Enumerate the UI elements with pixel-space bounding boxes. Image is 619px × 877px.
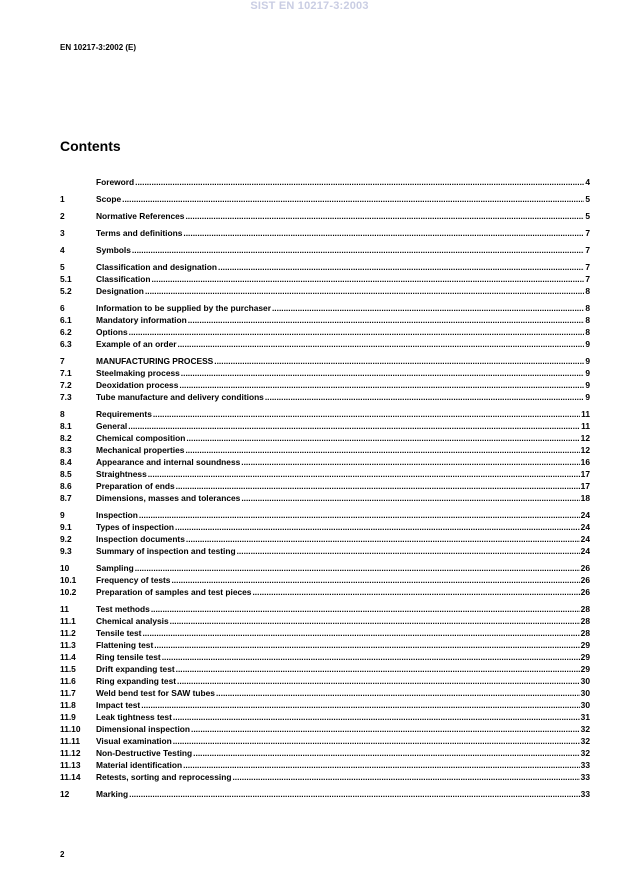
toc-entry-number: 9.3 [60,546,72,556]
toc-entry-page: 8 [585,315,590,325]
toc-entry-number: 7.2 [60,380,72,390]
toc-entry-label: Normative References [96,211,185,221]
toc-entry-label: Steelmaking process [96,368,180,378]
toc-entry-number: 8.3 [60,445,72,455]
toc-entry-page: 28 [580,604,590,614]
toc-dot-leader [265,391,584,403]
toc-entry-label: MANUFACTURING PROCESS [96,356,214,366]
toc-dot-leader [135,562,580,574]
toc-entry-label: Scope [96,194,122,204]
toc-entry-page: 24 [580,534,590,544]
toc-entry-number: 7.3 [60,392,72,402]
toc-dot-leader [186,432,579,444]
toc-entry-number: 11.5 [60,664,76,674]
toc-entry-number: 8 [60,409,65,419]
toc-entry-page: 29 [580,640,590,650]
toc-entry-label: Summary of inspection and testing [96,546,236,556]
toc-entry-number: 10.1 [60,575,77,585]
toc-dot-leader [185,210,584,222]
toc-entry-number: 11.10 [60,724,81,734]
toc-dot-leader [141,699,579,711]
toc-entry-number: 9 [60,510,65,520]
toc-entry-page: 24 [580,546,590,556]
toc-entry-label: Information to be supplied by the purchaser [96,303,271,313]
toc-entry-number: 11.3 [60,640,76,650]
toc-entry[interactable] [60,355,590,367]
toc-entry-label: Dimensional inspection [96,724,191,734]
toc-entry-label: Classification [96,274,151,284]
toc-dot-leader [173,735,580,747]
toc-dot-leader [181,367,585,379]
toc-entry-page: 28 [580,628,590,638]
toc-entry-number: 11.6 [60,676,76,686]
toc-dot-leader [241,492,579,504]
toc-dot-leader [177,675,580,687]
toc-dot-leader [176,480,580,492]
toc-entry-label: Mechanical properties [96,445,185,455]
toc-entry[interactable] [60,574,590,586]
toc-entry-label: Classification and designation [96,262,217,272]
toc-entry[interactable] [60,302,590,314]
toc-entry-page: 33 [580,772,590,782]
toc-entry-label: Test methods [96,604,150,614]
page-title: Contents [60,138,121,154]
toc-entry-label: Dimensions, masses and tolerances [96,493,241,503]
toc-entry-number: 11.7 [60,688,76,698]
toc-entry-label: Preparation of samples and test pieces [96,587,252,597]
toc-entry-label: Non-Destructive Testing [96,748,193,758]
toc-entry[interactable] [60,509,590,521]
toc-entry-number: 11.1 [60,616,76,626]
toc-entry-number: 8.7 [60,493,72,503]
toc-dot-leader [216,687,580,699]
toc-entry-page: 33 [580,760,590,770]
toc-entry-page: 32 [580,748,590,758]
watermark: SIST EN 10217-3:2003 [250,0,369,12]
toc-dot-leader [252,586,579,598]
toc-entry-page: 24 [580,510,590,520]
toc-entry-page: 11 [581,421,590,431]
toc-entry-number: 9.1 [60,522,72,532]
toc-entry[interactable] [60,314,590,326]
toc-entry-page: 29 [580,652,590,662]
toc-entry-page: 4 [585,177,590,187]
toc-entry-label: Deoxidation process [96,380,179,390]
toc-entry-label: Leak tightness test [96,712,172,722]
toc-entry-label: Material identification [96,760,183,770]
toc-entry[interactable] [60,639,590,651]
toc-entry[interactable] [60,420,590,432]
toc-entry-label: Drift expanding test [96,664,175,674]
toc-entry[interactable] [60,586,590,598]
toc-entry-page: 9 [585,380,590,390]
toc-entry-page: 26 [580,587,590,597]
toc-dot-leader [183,227,584,239]
toc-entry[interactable] [60,379,590,391]
toc-dot-leader [272,302,584,314]
toc-entry-label: Example of an order [96,339,177,349]
toc-entry-label: Ring tensile test [96,652,161,662]
toc-dot-leader [186,533,580,545]
toc-entry[interactable] [60,468,590,480]
toc-entry-number: 1 [60,194,65,204]
toc-dot-leader [162,651,580,663]
toc-dot-leader [132,244,584,256]
toc-entry-page: 7 [585,228,590,238]
toc-entry-page: 12 [580,433,590,443]
toc-entry[interactable] [60,533,590,545]
table-of-contents [60,176,590,800]
toc-entry-page: 12 [580,445,590,455]
toc-entry-page: 30 [580,688,590,698]
toc-entry-page: 7 [585,262,590,272]
toc-entry-number: 11 [60,604,69,614]
toc-entry[interactable] [60,432,590,444]
toc-entry-number: 10 [60,563,70,573]
toc-entry[interactable] [60,261,590,273]
toc-dot-leader [139,509,580,521]
toc-dot-leader [237,545,580,557]
toc-entry-page: 8 [585,286,590,296]
toc-dot-leader [175,521,580,533]
toc-entry-label: Terms and definitions [96,228,183,238]
toc-entry-number: 7 [60,356,65,366]
toc-entry-number: 4 [60,245,65,255]
toc-entry-label: Requirements [96,409,152,419]
toc-entry[interactable] [60,711,590,723]
toc-entry-page: 16 [580,457,590,467]
toc-entry[interactable] [60,227,590,239]
toc-entry[interactable] [60,456,590,468]
toc-dot-leader [145,285,584,297]
document-id: EN 10217-3:2002 (E) [60,43,137,52]
toc-entry[interactable] [60,326,590,338]
toc-entry-number: 11.14 [60,772,81,782]
toc-entry-label: Retests, sorting and reprocessing [96,772,232,782]
toc-entry-number: 9.2 [60,534,72,544]
toc-entry-label: Types of inspection [96,522,175,532]
toc-dot-leader [179,379,584,391]
toc-entry[interactable] [60,338,590,350]
toc-dot-leader [232,771,579,783]
toc-dot-leader [241,456,579,468]
toc-entry[interactable] [60,771,590,783]
toc-entry-label: Frequency of tests [96,575,171,585]
toc-entry-page: 32 [580,736,590,746]
toc-entry-page: 30 [580,700,590,710]
toc-entry-number: 12 [60,789,70,799]
toc-entry-label: Chemical composition [96,433,186,443]
toc-entry[interactable] [60,735,590,747]
toc-dot-leader [218,261,584,273]
toc-dot-leader [173,711,580,723]
toc-entry-page: 5 [585,211,590,221]
toc-entry-label: Flattening test [96,640,154,650]
toc-entry-page: 32 [580,724,590,734]
toc-dot-leader [178,338,585,350]
toc-entry[interactable] [60,391,590,403]
toc-entry-number: 3 [60,228,65,238]
toc-dot-leader [135,176,584,188]
toc-entry-number: 5 [60,262,65,272]
toc-entry[interactable] [60,562,590,574]
toc-entry-page: 8 [585,327,590,337]
toc-dot-leader [142,627,579,639]
toc-dot-leader [151,603,580,615]
toc-entry-number: 8.6 [60,481,72,491]
toc-entry-number: 11.13 [60,760,81,770]
toc-entry-number: 8.4 [60,457,72,467]
toc-entry-page: 26 [580,575,590,585]
toc-entry-label: Chemical analysis [96,616,169,626]
toc-entry[interactable] [60,444,590,456]
toc-entry-page: 9 [585,356,590,366]
toc-entry-page: 31 [580,712,590,722]
toc-entry-page: 17 [580,469,590,479]
toc-entry-page: 33 [580,789,590,799]
toc-entry-number: 11.2 [60,628,76,638]
toc-entry-page: 8 [585,303,590,313]
toc-entry-number: 6.3 [60,339,72,349]
toc-dot-leader [153,408,580,420]
toc-entry-label: Weld bend test for SAW tubes [96,688,215,698]
toc-entry-label: Options [96,327,128,337]
page-number: 2 [60,850,65,859]
toc-dot-leader [191,723,580,735]
toc-entry[interactable] [60,193,590,205]
toc-dot-leader [128,420,580,432]
toc-entry-label: Ring expanding test [96,676,177,686]
toc-entry-label: Inspection [96,510,138,520]
toc-entry-label: Mandatory information [96,315,187,325]
toc-entry-number: 10.2 [60,587,77,597]
toc-entry-page: 11 [581,409,590,419]
toc-entry-page: 30 [580,676,590,686]
toc-entry[interactable] [60,480,590,492]
toc-dot-leader [148,468,580,480]
toc-entry[interactable] [60,651,590,663]
toc-entry[interactable] [60,545,590,557]
toc-entry[interactable] [60,210,590,222]
toc-entry-number: 8.5 [60,469,72,479]
toc-entry-number: 6.2 [60,327,72,337]
toc-dot-leader [154,639,579,651]
toc-dot-leader [122,193,584,205]
toc-entry-label: Symbols [96,245,131,255]
toc-entry-label: Appearance and internal soundness [96,457,241,467]
toc-entry[interactable] [60,367,590,379]
toc-dot-leader [129,788,580,800]
toc-entry[interactable] [60,492,590,504]
toc-entry-page: 24 [580,522,590,532]
toc-entry[interactable] [60,663,590,675]
toc-entry-page: 9 [585,368,590,378]
toc-entry-label: Straightness [96,469,147,479]
toc-entry-label: Tensile test [96,628,142,638]
toc-dot-leader [193,747,580,759]
toc-dot-leader [170,615,580,627]
toc-entry-number: 5.2 [60,286,72,296]
toc-entry[interactable] [60,627,590,639]
toc-entry-page: 9 [585,339,590,349]
toc-entry-page: 26 [580,563,590,573]
toc-entry-number: 11.11 [60,736,81,746]
toc-entry-label: Preparation of ends [96,481,175,491]
toc-dot-leader [176,663,580,675]
toc-entry-page: 18 [580,493,590,503]
toc-dot-leader [188,314,585,326]
toc-entry-number: 8.2 [60,433,72,443]
toc-entry-page: 9 [585,392,590,402]
toc-entry-label: Designation [96,286,144,296]
toc-entry-number: 11.8 [60,700,76,710]
toc-dot-leader [171,574,579,586]
toc-dot-leader [214,355,584,367]
toc-entry-label: Sampling [96,563,134,573]
toc-entry-label: Impact test [96,700,141,710]
toc-entry[interactable] [60,285,590,297]
toc-entry-number: 11.4 [60,652,76,662]
toc-entry[interactable] [60,603,590,615]
toc-entry-label: Marking [96,789,129,799]
toc-entry-number: 2 [60,211,65,221]
toc-entry[interactable] [60,759,590,771]
toc-entry-number: 6 [60,303,65,313]
toc-entry-number: 8.1 [60,421,72,431]
toc-entry-number: 11.12 [60,748,81,758]
toc-entry[interactable] [60,521,590,533]
toc-dot-leader [129,326,585,338]
toc-entry-page: 28 [580,616,590,626]
toc-entry-number: 7.1 [60,368,72,378]
toc-entry[interactable] [60,687,590,699]
toc-dot-leader [183,759,580,771]
toc-dot-leader [185,444,579,456]
toc-entry[interactable] [60,176,590,188]
toc-entry-page: 7 [585,274,590,284]
toc-entry-page: 5 [585,194,590,204]
toc-entry-number: 11.9 [60,712,76,722]
toc-entry[interactable] [60,615,590,627]
toc-entry-label: Inspection documents [96,534,185,544]
toc-dot-leader [151,273,584,285]
toc-entry[interactable] [60,723,590,735]
toc-entry[interactable] [60,675,590,687]
toc-entry[interactable] [60,747,590,759]
toc-entry-number: 6.1 [60,315,72,325]
toc-entry-page: 29 [580,664,590,674]
toc-entry[interactable] [60,244,590,256]
toc-entry[interactable] [60,699,590,711]
toc-entry-label: General [96,421,128,431]
toc-entry-label: Foreword [96,177,135,187]
toc-entry[interactable] [60,273,590,285]
toc-entry-page: 17 [580,481,590,491]
toc-entry-page: 7 [585,245,590,255]
toc-entry[interactable] [60,408,590,420]
toc-entry-label: Visual examination [96,736,172,746]
toc-entry[interactable] [60,788,590,800]
toc-entry-number: 5.1 [60,274,72,284]
toc-entry-label: Tube manufacture and delivery conditions [96,392,264,402]
